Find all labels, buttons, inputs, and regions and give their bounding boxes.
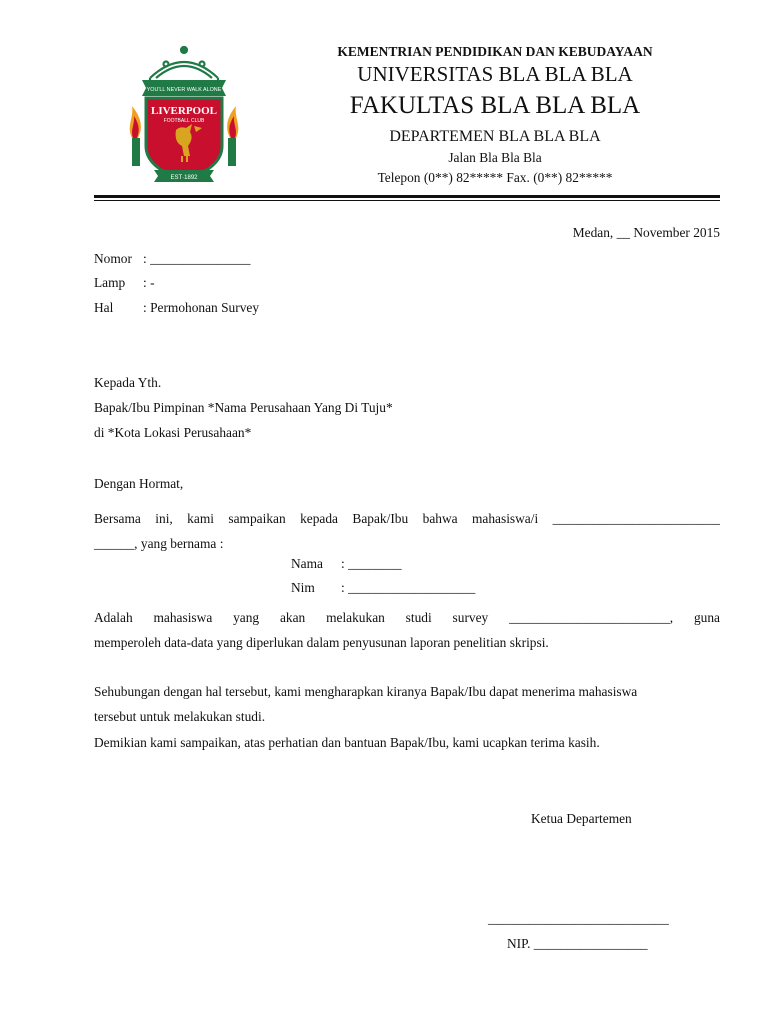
hal-value: : Permohonan Survey [143,300,260,315]
signatory-title: Ketua Departemen [531,811,632,826]
nomor-label: Nomor [94,251,132,266]
lamp-label: Lamp [94,275,126,290]
department-name: DEPARTEMEN BLA BLA BLA [389,128,601,145]
closing-line: Demikian kami sampaikan, atas perhatian dan bantuan Bapak/Ibu, kami ucapkan terima kasih. [94,735,600,750]
greeting: Dengan Hormat, [94,476,184,491]
signature-line: ___________________________ [488,911,669,926]
para1-line-1: Bersama ini, kami sampaikan kepada Bapak/Ibu bahwa mahasiswa/i _________________________ [94,511,720,526]
club-name-text: LIVERPOOL [150,105,218,117]
club-sub-text: FOOTBALL CLUB [163,118,205,124]
faculty-name: FAKULTAS BLA BLA BLA [349,92,641,119]
nip-line: NIP. _________________ [507,936,648,951]
para2-line-2: memperoleh data-data yang diperlukan dalam penyusunan laporan penelitian skripsi. [94,635,549,650]
hal-label: Hal [94,300,114,315]
nim-value: : ___________________ [341,580,476,595]
nim-label: Nim [291,580,315,595]
letterhead-rule-thick [94,195,720,198]
nomor-value: : _______________ [143,251,251,266]
contact-text: Telepon (0**) 82***** Fax. (0**) 82***** [377,170,613,185]
ministry-name: KEMENTRIAN PENDIDIKAN DAN KEBUDAYAAN [337,44,653,59]
right-flame-icon [227,106,238,166]
nama-label: Nama [291,556,323,571]
address-text: Jalan Bla Bla Bla [448,150,542,165]
liverpool-crest-logo [124,42,244,192]
recipient-line-3: di *Kota Lokasi Perusahaan* [94,425,252,440]
para2-line-1: Adalah mahasiswa yang akan melakukan studi survey ________________________, guna [94,610,720,625]
place-date: Medan, __ November 2015 [572,225,720,240]
para1-line-2: ______, yang bernama : [94,536,224,551]
est-text: EST·1892 [170,175,198,181]
recipient-line-2: Bapak/Ibu Pimpinan *Nama Perusahaan Yang Di Tuju* [94,400,393,415]
lamp-value: : - [143,275,155,290]
left-flame-icon [130,106,141,166]
motto-text: YOU'LL NEVER WALK ALONE [146,87,222,93]
letterhead-rule-thin [94,200,720,201]
university-name: UNIVERSITAS BLA BLA BLA [357,62,633,86]
nama-value: : ________ [341,556,402,571]
para3-line-2: tersebut untuk melakukan studi. [94,709,266,724]
recipient-line-1: Kepada Yth. [94,375,162,390]
para3-line-1: Sehubungan dengan hal tersebut, kami mengharapkan kiranya Bapak/Ibu dapat menerima mahasiswa [94,684,638,699]
